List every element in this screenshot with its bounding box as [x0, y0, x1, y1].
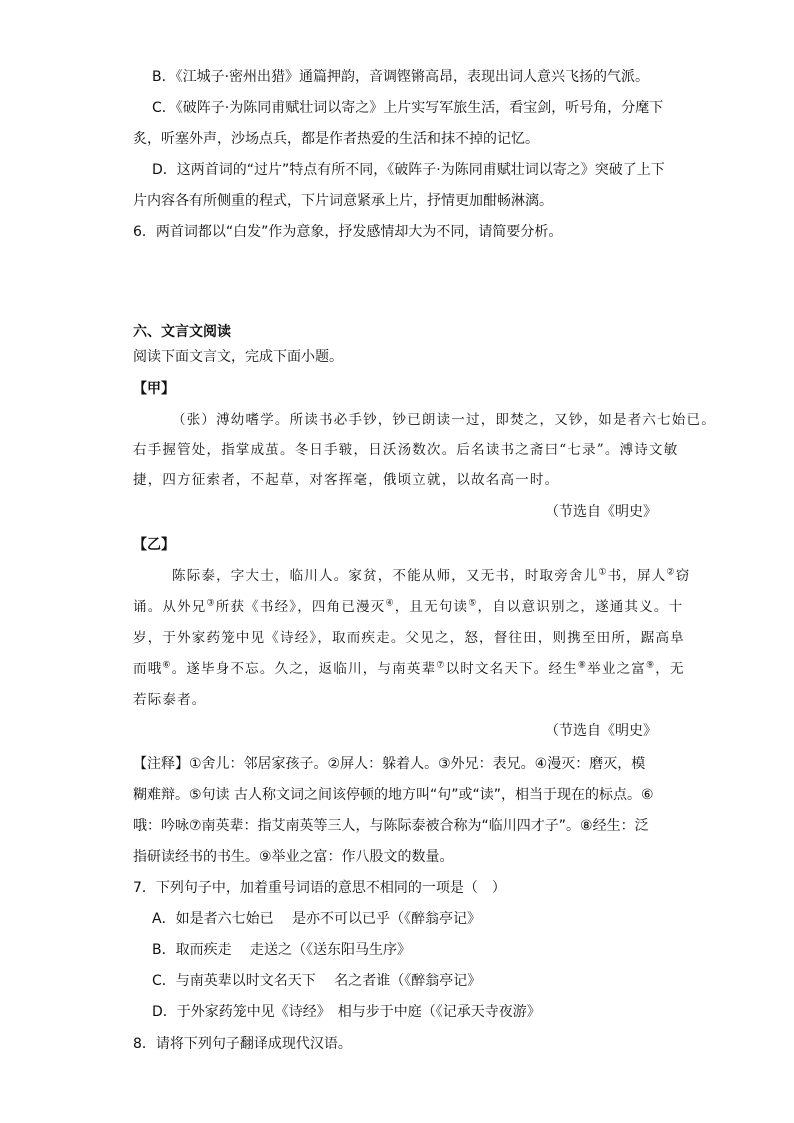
footnote-ref: ⑦: [436, 660, 446, 671]
passage-jia-line: 右手握管处，指掌成茧。冬日手皲，日沃汤数次。后名读书之斋曰“七录”。溥诗文敏: [133, 442, 679, 458]
option-b: B．《江城子·密州出猎》通篇押韵，音调铿锵高昂，表现出词人意兴飞扬的气派。: [152, 69, 650, 85]
question-7-option-d: D．于外家药笼中见《诗经》 相与步于中庭（《记承天寺夜游》: [152, 1004, 541, 1020]
question-7-option-b: B．取而疾走 走送之（《送东阳马生序》: [152, 942, 412, 958]
passage-jia-line: 捷，四方征索者，不起草，对客挥毫，俄顷立就，以故名高一时。: [133, 472, 560, 488]
footnote-ref: ①: [598, 567, 608, 578]
notes-line: 指研读经书的书生。⑨举业之富：作八股文的数量。: [133, 849, 454, 865]
passage-jia-line: （张）溥幼嗜学。所读书必手钞，钞已朗读一过，即焚之，又钞，如是者六七始已。: [172, 412, 716, 428]
question-7: 7．下列句子中，加着重号词语的意思不相同的一项是（ ）: [133, 880, 506, 896]
footnote-ref: ④: [385, 598, 395, 609]
footnote-ref: ②: [666, 567, 676, 578]
option-d-continued: 片内容各有所侧重的程式，下片词意紧承上片，抒情更加酣畅淋漓。: [133, 193, 553, 209]
passage-jia-source: （节选自《明史》: [545, 504, 657, 520]
footnote-ref: ⑥: [162, 660, 172, 671]
question-6: 6．两首词都以“白发”作为意象，抒发感情却大为不同，请简要分析。: [133, 224, 563, 240]
footnote-ref: ③: [206, 598, 216, 609]
footnote-ref: ⑨: [645, 660, 656, 671]
passage-yi-label: 【乙】: [133, 537, 175, 553]
option-d: D．这两首词的“过片”特点有所不同，《破阵子·为陈同甫赋壮词以寄之》突破了上下: [152, 162, 665, 178]
passage-yi-source: （节选自《明史》: [545, 723, 657, 739]
passage-yi-line: 诵。从外兄③所获《书经》，四角已漫灭④，且无句读⑤，自以意识别之，遂通其义。十: [133, 598, 684, 615]
passage-yi-line: 而哦⑥。遂毕身不忘。久之，返临川，与南英辈⑦以时文名天下。经生⑧举业之富⑨，无: [133, 660, 685, 677]
passage-jia-label: 【甲】: [133, 381, 175, 397]
section-title: 六、文言文阅读: [133, 324, 231, 340]
question-8: 8．请将下列句子翻译成现代汉语。: [133, 1036, 352, 1052]
notes-line: 糊难辩。⑤句读 古人称文词之间该停顿的地方叫“句”或“读”，相当于现在的标点。⑥: [133, 787, 654, 803]
question-7-option-c: C．与南英辈以时文名天下 名之者谁（《醉翁亭记》: [152, 973, 482, 989]
passage-yi-line: 陈际泰，字大士，临川人。家贫，不能从师，又无书，时取旁舍儿①书，屏人②窃: [172, 567, 691, 584]
footnote-ref: ⑤: [468, 598, 478, 609]
passage-yi-line: 岁，于外家药笼中见《诗经》，取而疾走。父见之，怒，督往田，则携至田所，踞高阜: [133, 630, 685, 646]
question-7-option-a: A．如是者六七始已 是亦不可以已乎（《醉翁亭记》: [152, 911, 482, 927]
footnote-ref: ⑧: [577, 660, 588, 671]
notes-line: 【注释】①舍儿：邻居家孩子。②屏人：躲着人。③外兄：表兄。④漫灭：磨灭，模: [133, 756, 646, 772]
instruction: 阅读下面文言文，完成下面小题。: [133, 349, 343, 365]
notes-line: 哦：吟咏⑦南英辈：指艾南英等三人，与陈际泰被合称为“临川四才子”。⑧经生：泛: [133, 818, 649, 834]
option-c: C．《破阵子·为陈同甫赋壮词以寄之》上片实写军旅生活，看宝剑，听号角，分麾下: [152, 100, 664, 116]
option-c-continued: 炙，听塞外声，沙场点兵，都是作者热爱的生活和抹不掉的记忆。: [133, 131, 539, 147]
passage-yi-line: 若际泰者。: [133, 692, 207, 708]
